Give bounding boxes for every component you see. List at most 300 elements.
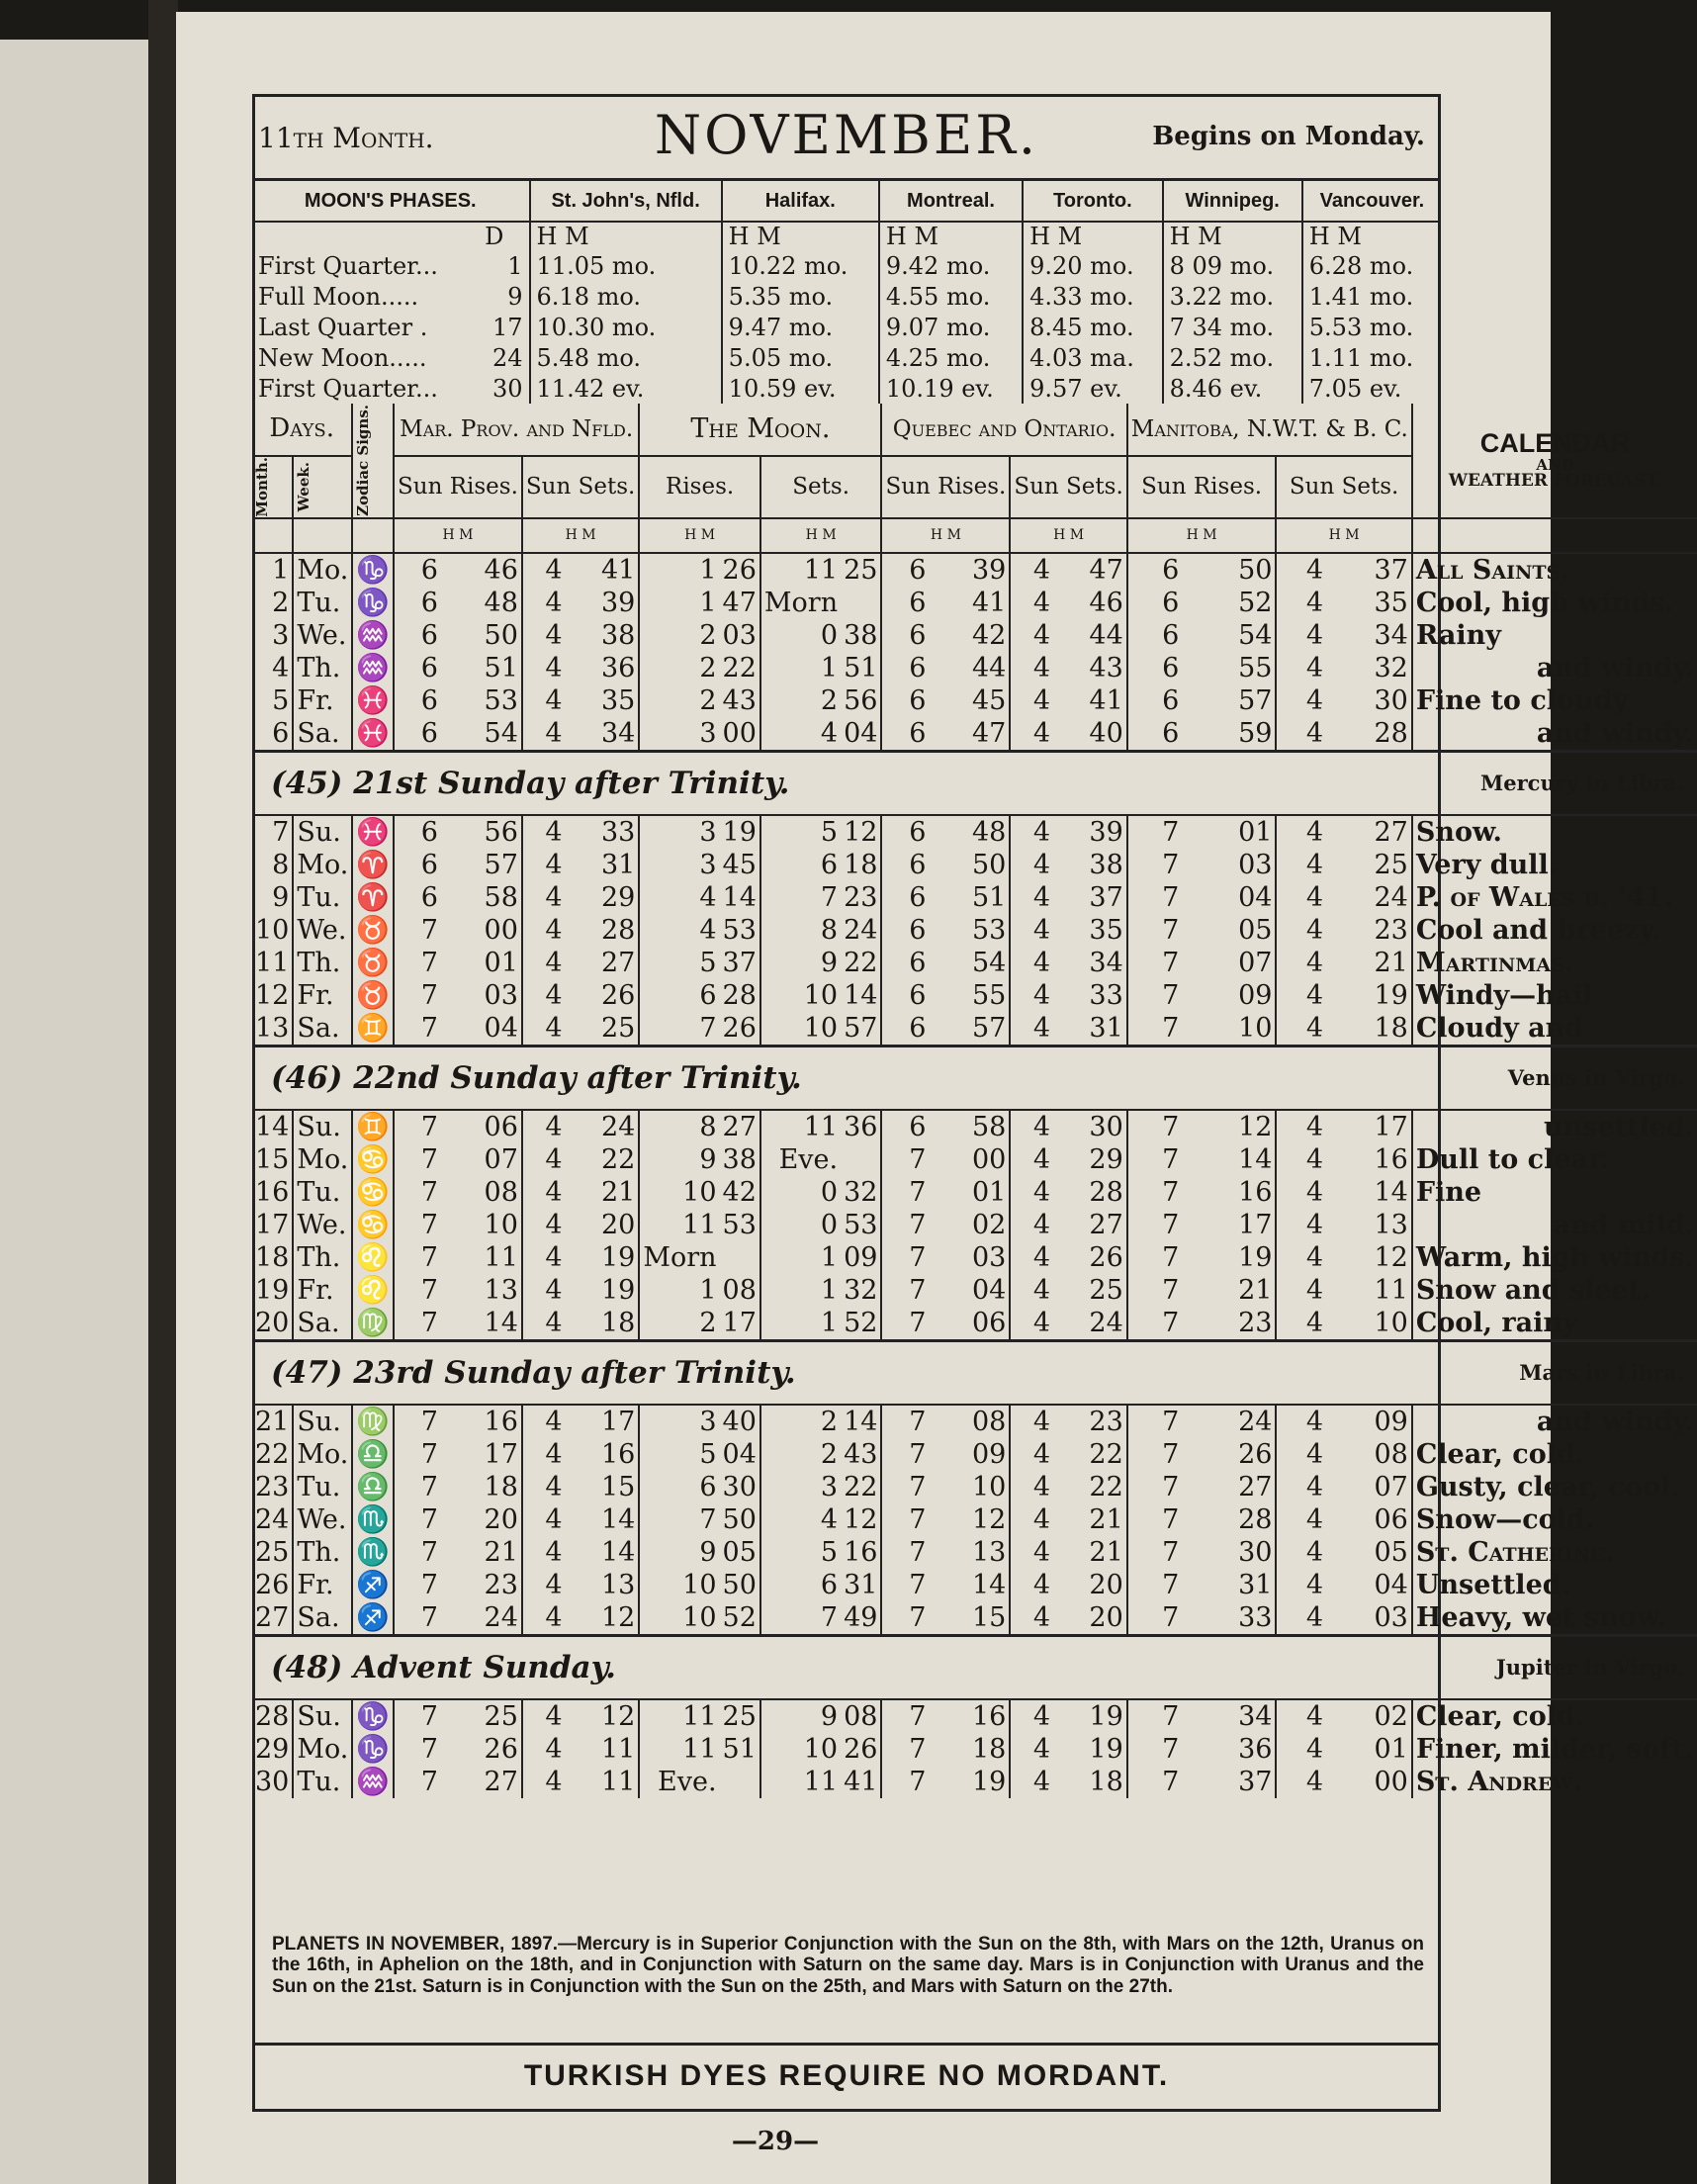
quebec-time: 24 [1089, 1307, 1123, 1338]
mar-time: 6 [394, 587, 441, 619]
moon-time: 51 [844, 652, 878, 683]
moon-time: 10 [639, 1176, 719, 1209]
manitoba-time: 18 [1374, 1012, 1408, 1044]
moon-time: 3 [760, 1471, 841, 1503]
weather-forecast: St. Andrew. [1412, 1766, 1697, 1798]
day-of-month: 16 [255, 1176, 290, 1208]
mar-time: 26 [484, 1733, 518, 1765]
phase-row [252, 342, 1441, 373]
mar-time: 4 [522, 553, 566, 587]
day-row [252, 815, 1697, 849]
day-of-month: 24 [255, 1503, 290, 1535]
day-row [252, 684, 1697, 717]
manitoba-time: 02 [1374, 1700, 1408, 1732]
manitoba-time: 7 [1127, 1143, 1183, 1176]
manitoba-time: 12 [1374, 1241, 1408, 1273]
quebec-time: 7 [881, 1241, 929, 1274]
sunday-wrap [255, 1650, 1694, 1685]
phase-hm-3: H M [1023, 222, 1163, 250]
manitoba-time: 4 [1276, 1209, 1326, 1241]
month-name: NOVEMBER. [654, 104, 1039, 166]
mar-time: 6 [394, 553, 441, 587]
mar-time: 4 [522, 587, 566, 619]
quebec-time: 4 [1010, 1405, 1053, 1438]
moon-time: 57 [844, 1012, 878, 1044]
zodiac-sign: ♉ [352, 979, 394, 1012]
mar-time: 15 [600, 1471, 636, 1502]
zodiac-sign: ♋ [352, 1209, 394, 1241]
manitoba-time: 4 [1276, 1471, 1326, 1503]
mar-time: 14 [600, 1536, 636, 1568]
zodiac-sign: ♉ [352, 914, 394, 947]
quebec-time: 4 [1010, 1307, 1053, 1341]
mar-time: 20 [484, 1503, 518, 1535]
manitoba-time: 4 [1276, 881, 1326, 914]
weekday: Su. [293, 815, 352, 849]
quebec-time: 01 [972, 1176, 1007, 1208]
quebec-time: 55 [972, 979, 1007, 1011]
weekday: Th. [293, 1241, 352, 1274]
weekday: Tu. [293, 1766, 352, 1798]
mar-time: 4 [522, 1012, 566, 1046]
mar-time: 16 [600, 1438, 636, 1470]
manitoba-time: 27 [1374, 816, 1408, 848]
quebec-time: 51 [972, 881, 1007, 913]
column-group-header [252, 404, 1697, 456]
phase-time: 7 34 mo. [1163, 312, 1302, 342]
moon-time: 45 [722, 849, 757, 880]
mar-time: 28 [600, 914, 636, 946]
weather-forecast: Very dull. [1412, 849, 1697, 881]
quebec-time: 02 [972, 1209, 1007, 1240]
manitoba-time: 14 [1374, 1176, 1408, 1208]
day-of-month: 7 [272, 816, 290, 848]
quebec-time: 29 [1089, 1143, 1123, 1175]
mar-time: 7 [394, 914, 441, 947]
moon-time: 2 [760, 1438, 841, 1471]
moon-time: 12 [844, 816, 878, 848]
mar-time: 4 [522, 1536, 566, 1569]
mar-time: 48 [484, 587, 518, 618]
mar-time: 7 [394, 979, 441, 1012]
manitoba-time: 6 [1127, 553, 1183, 587]
day-row [252, 881, 1697, 914]
moon-time: 10 [760, 1012, 841, 1046]
phase-row [252, 281, 1441, 312]
quebec-time: 21 [1089, 1503, 1123, 1535]
moon-time: 1 [639, 553, 719, 587]
day-of-month: 5 [272, 684, 290, 716]
weekday: Su. [293, 1110, 352, 1143]
weather-forecast: Snow—cold. [1412, 1503, 1697, 1536]
manitoba-time: 7 [1127, 1569, 1183, 1601]
daily-table [252, 404, 1697, 1798]
mar-time: 7 [394, 1438, 441, 1471]
quebec-time: 4 [1010, 684, 1053, 717]
quebec-time: 4 [1010, 652, 1053, 684]
manitoba-time: 59 [1238, 717, 1273, 749]
zodiac-sign: ♋ [352, 1143, 394, 1176]
manitoba-time: 17 [1238, 1209, 1273, 1240]
manitoba-time: 4 [1276, 1241, 1326, 1274]
quebec-time: 6 [881, 587, 929, 619]
hm-blank [1412, 518, 1697, 553]
manitoba-time: 7 [1127, 849, 1183, 881]
moon-time: 9 [639, 1536, 719, 1569]
quebec-time: 47 [1089, 554, 1123, 586]
phase-time: 9.47 mo. [722, 312, 879, 342]
mar-time: 58 [484, 881, 518, 913]
moon-time: 17 [722, 1307, 757, 1338]
mar-time: 19 [600, 1241, 636, 1273]
weekday: We. [293, 1503, 352, 1536]
city-0: St. John's, Nfld. [530, 181, 722, 222]
day-of-month: 1 [272, 554, 290, 586]
mar-time: 11 [484, 1241, 518, 1273]
moon-time: 9 [760, 947, 841, 979]
day-row [252, 947, 1697, 979]
manitoba-time: 7 [1127, 979, 1183, 1012]
moon-time: 38 [722, 1143, 757, 1175]
moon-time: 11 [760, 1110, 841, 1143]
phase-name: First Quarter... [258, 374, 438, 403]
mar-time: 29 [600, 881, 636, 913]
mar-time: 03 [484, 979, 518, 1011]
mar-time: 00 [484, 914, 518, 946]
mar-time: 7 [394, 1012, 441, 1046]
moon-time: 50 [722, 1569, 757, 1600]
manitoba-time: 7 [1127, 1209, 1183, 1241]
weekday: Tu. [293, 587, 352, 619]
quebec-time: 7 [881, 1274, 929, 1307]
quebec-time: 4 [1010, 1569, 1053, 1601]
mar-time: 4 [522, 1176, 566, 1209]
phase-time: 6.18 mo. [530, 281, 722, 312]
quebec-time: 14 [972, 1569, 1007, 1600]
moon-time: 40 [722, 1406, 757, 1437]
quebec-time: 6 [881, 947, 929, 979]
zodiac-sign: ♑ [352, 1733, 394, 1766]
weekday: Fr. [293, 1569, 352, 1601]
phase-time: 8.46 ev. [1163, 373, 1302, 404]
weekday: Tu. [293, 881, 352, 914]
manitoba-time: 00 [1374, 1766, 1408, 1797]
moon-time: 2 [760, 684, 841, 717]
phase-time: 8.45 mo. [1023, 312, 1163, 342]
mar-time: 06 [484, 1111, 518, 1142]
day-of-month: 20 [255, 1307, 290, 1338]
city-5: Vancouver. [1302, 181, 1441, 222]
phase-blank [252, 222, 479, 250]
manitoba-time: 4 [1276, 1176, 1326, 1209]
quebec-time: 4 [1010, 619, 1053, 652]
moon-time: 10 [760, 979, 841, 1012]
manitoba-time: 31 [1238, 1569, 1273, 1600]
phase-name: Full Moon..... [258, 282, 419, 311]
mar-time: 54 [484, 717, 518, 749]
quebec-time: 4 [1010, 1766, 1053, 1798]
mar-time: 17 [484, 1438, 518, 1470]
weekday: Tu. [293, 1471, 352, 1503]
day-of-month: 12 [255, 979, 290, 1011]
phase-time: 5.53 mo. [1302, 312, 1441, 342]
mar-time: 01 [484, 947, 518, 978]
month-label: 11th Month. [258, 122, 434, 154]
mar-time: 19 [600, 1274, 636, 1306]
quebec-time: 20 [1089, 1601, 1123, 1633]
day-row [252, 1012, 1697, 1046]
mar-time: 12 [600, 1700, 636, 1732]
manitoba-time: 7 [1127, 1274, 1183, 1307]
zodiac-sign: ♓ [352, 815, 394, 849]
weekday: Th. [293, 947, 352, 979]
quebec-time: 19 [1089, 1700, 1123, 1732]
manitoba-time: 37 [1374, 554, 1408, 586]
quebec-time: 15 [972, 1601, 1007, 1633]
manitoba-time: 4 [1276, 947, 1326, 979]
day-of-month: 4 [272, 652, 290, 683]
mar-time: 7 [394, 1536, 441, 1569]
mar-time: 7 [394, 1176, 441, 1209]
weather-forecast: Finer, milder, soft. [1412, 1733, 1697, 1766]
hm-label: H M [639, 518, 760, 553]
begins-on: Begins on Monday. [1152, 122, 1425, 151]
mar-time: 25 [484, 1700, 518, 1732]
mar-time: 50 [484, 619, 518, 651]
manitoba-time: 07 [1374, 1471, 1408, 1502]
moon-time: 7 [639, 1503, 719, 1536]
mar-time: 4 [522, 1405, 566, 1438]
mar-time: 4 [522, 979, 566, 1012]
moon-time: 11 [639, 1209, 719, 1241]
day-of-month: 22 [255, 1438, 290, 1470]
manitoba-time: 01 [1238, 816, 1273, 848]
day-of-month: 29 [255, 1733, 290, 1765]
manitoba-time: 35 [1374, 587, 1408, 618]
sunday-cell [252, 1340, 1697, 1405]
zodiac-sign: ♌ [352, 1274, 394, 1307]
phase-time: 7.05 ev. [1302, 373, 1441, 404]
day-row [252, 1405, 1697, 1438]
weekday: Su. [293, 1699, 352, 1733]
day-of-month: 23 [255, 1471, 290, 1502]
quebec-time: 4 [1010, 1110, 1053, 1143]
manitoba-time: 4 [1276, 849, 1326, 881]
mar-time: 4 [522, 1143, 566, 1176]
quebec-time: 7 [881, 1733, 929, 1766]
weather-forecast: Clear, cold. [1412, 1438, 1697, 1471]
day-row [252, 1143, 1697, 1176]
phase-time: 10.19 ev. [879, 373, 1023, 404]
hm-blank [293, 518, 352, 553]
zodiac-sign: ♒ [352, 1766, 394, 1798]
day-row [252, 1471, 1697, 1503]
moon-time: 10 [639, 1601, 719, 1636]
quebec-time: 35 [1089, 914, 1123, 946]
moon-time: 32 [844, 1274, 878, 1306]
day-of-month: 3 [272, 619, 290, 651]
weather-forecast: Fine [1412, 1176, 1697, 1209]
weekday: Mo. [293, 1733, 352, 1766]
phase-day: 9 [507, 282, 523, 311]
quebec-time: 6 [881, 979, 929, 1012]
manitoba-time: 4 [1276, 1110, 1326, 1143]
manitoba-time: 26 [1238, 1438, 1273, 1470]
quebec-time: 4 [1010, 1438, 1053, 1471]
moon-time: 7 [760, 1601, 841, 1636]
manitoba-time: 4 [1276, 1601, 1326, 1636]
moon-time: 14 [722, 881, 757, 913]
mar-time: 4 [522, 947, 566, 979]
quebec-time: 00 [972, 1143, 1007, 1175]
mar-time: 7 [394, 1405, 441, 1438]
weather-forecast: Fine to cloudy [1412, 684, 1697, 717]
weather-forecast: Cloudy and [1412, 1012, 1697, 1046]
mar-time: 12 [600, 1601, 636, 1633]
weekday: Th. [293, 1536, 352, 1569]
moon-time [841, 1143, 881, 1176]
moon-time: 6 [760, 1569, 841, 1601]
quebec-time: 4 [1010, 914, 1053, 947]
phase-time: 10.59 ev. [722, 373, 879, 404]
moon-time: 26 [722, 554, 757, 586]
moon-time: 2 [760, 1405, 841, 1438]
mar-time: 14 [600, 1503, 636, 1535]
manitoba-time: 4 [1276, 1766, 1326, 1798]
moon-time: 0 [760, 619, 841, 652]
phase-day: 30 [491, 374, 523, 403]
manitoba-time: 21 [1374, 947, 1408, 978]
moon-time: 53 [722, 1209, 757, 1240]
quebec-time: 33 [1089, 979, 1123, 1011]
phase-hm-2: H M [879, 222, 1023, 250]
quebec-time: 20 [1089, 1569, 1123, 1600]
manitoba-time: 16 [1238, 1176, 1273, 1208]
phase-time: 9.57 ev. [1023, 373, 1163, 404]
quebec-time: 40 [1089, 717, 1123, 749]
quebec-time: 6 [881, 717, 929, 752]
mar-time: 38 [600, 619, 636, 651]
zodiac-sign: ♏ [352, 1536, 394, 1569]
moon-time: 0 [760, 1176, 841, 1209]
quebec-time: 4 [1010, 587, 1053, 619]
manitoba-time: 23 [1238, 1307, 1273, 1338]
manitoba-time: 7 [1127, 1601, 1183, 1636]
moon-time: 36 [844, 1111, 878, 1142]
zodiac-sign: ♐ [352, 1569, 394, 1601]
day-row [252, 1503, 1697, 1536]
moon-time [720, 1241, 760, 1274]
mar-time: 7 [394, 1110, 441, 1143]
sunday-note: Jupiter in Virgo. [1495, 1655, 1685, 1681]
phase-time: 3.22 mo. [1163, 281, 1302, 312]
quebec-time: 4 [1010, 1503, 1053, 1536]
moon-time: 32 [844, 1176, 878, 1208]
quebec-time: 53 [972, 914, 1007, 946]
sunday-row [252, 1635, 1697, 1699]
manitoba-time: 01 [1374, 1733, 1408, 1765]
moon-time: 3 [639, 849, 719, 881]
mar-time: 4 [522, 684, 566, 717]
manitoba-time: 7 [1127, 1241, 1183, 1274]
quebec-time: 4 [1010, 717, 1053, 752]
quebec-time: 4 [1010, 1241, 1053, 1274]
manitoba-time: 4 [1276, 1012, 1326, 1046]
mar-time: 14 [484, 1307, 518, 1338]
manitoba-time: 7 [1127, 815, 1183, 849]
sunday-cell [252, 751, 1697, 815]
mar-time: 27 [484, 1766, 518, 1797]
zodiac-sign: ♒ [352, 652, 394, 684]
weather-forecast: Clear, cold. [1412, 1699, 1697, 1733]
quebec-time: 21 [1089, 1536, 1123, 1568]
quebec-time: 22 [1089, 1438, 1123, 1470]
phase-time: 5.05 mo. [722, 342, 879, 373]
weekday: Mo. [293, 1438, 352, 1471]
moon-time: 9 [639, 1143, 719, 1176]
weather-forecast: Windy—hail [1412, 979, 1697, 1012]
quebec-time: 6 [881, 815, 929, 849]
quebec-time: 26 [1089, 1241, 1123, 1273]
mar-time: 11 [600, 1733, 636, 1765]
moon-time: 2 [639, 1307, 719, 1341]
day-of-month: 10 [255, 914, 290, 946]
weekday: We. [293, 619, 352, 652]
moon-time: 11 [639, 1733, 719, 1766]
manitoba-time: 05 [1238, 914, 1273, 946]
quebec-time: 27 [1089, 1209, 1123, 1240]
moon-time: 04 [722, 1438, 757, 1470]
mar-time: 6 [394, 849, 441, 881]
moon-time: 5 [760, 815, 841, 849]
quebec-time: 4 [1010, 979, 1053, 1012]
quebec-time: 22 [1089, 1471, 1123, 1502]
moon-time: 1 [760, 652, 841, 684]
mar-time: 7 [394, 1601, 441, 1636]
day-row [252, 1438, 1697, 1471]
moon-time: 22 [722, 652, 757, 683]
moon-time: 9 [760, 1699, 841, 1733]
quebec-header: Quebec and Ontario. [881, 404, 1126, 456]
zodiac-sign: ♐ [352, 1601, 394, 1636]
manitoba-time: 4 [1276, 1733, 1326, 1766]
moon-time: 24 [844, 914, 878, 946]
mar-time: 10 [484, 1209, 518, 1240]
moon-time: 18 [844, 849, 878, 880]
quebec-time: 19 [1089, 1733, 1123, 1765]
quebec-time: 4 [1010, 947, 1053, 979]
hm-label: H M [1010, 518, 1126, 553]
sunday-note: Venus in Virgo. [1507, 1065, 1685, 1091]
quebec-time: 12 [972, 1503, 1007, 1535]
manitoba-rises: Sun Rises. [1127, 456, 1277, 518]
moon-time: 25 [722, 1700, 757, 1732]
weekday: Th. [293, 652, 352, 684]
mar-time: 4 [522, 652, 566, 684]
sunday-title: (48) Advent Sunday. [271, 1649, 616, 1685]
mar-time: 24 [484, 1601, 518, 1633]
manitoba-time: 14 [1238, 1143, 1273, 1175]
zodiac-sign: ♑ [352, 587, 394, 619]
zodiac-sign: ♑ [352, 553, 394, 587]
quebec-time: 45 [972, 684, 1007, 716]
phase-hm-row [252, 222, 1441, 250]
quebec-time: 47 [972, 717, 1007, 749]
moon-time: 00 [722, 717, 757, 749]
quebec-time: 7 [881, 1536, 929, 1569]
zodiac-sign: ♍ [352, 1405, 394, 1438]
manitoba-time: 04 [1374, 1569, 1408, 1600]
